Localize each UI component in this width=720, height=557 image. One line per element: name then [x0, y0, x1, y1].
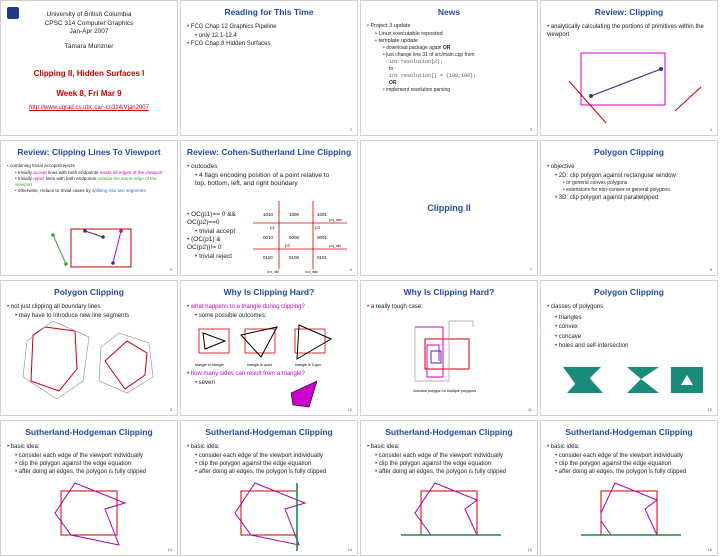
slide-9: [0, 280, 178, 416]
sub-bullet: • after doing all edges, the polygon is fully clipped: [555, 468, 711, 476]
outcode-0100: 0100: [289, 255, 300, 260]
ymin-label: y=y_min: [329, 244, 341, 248]
sub-bullet: • concave: [555, 333, 711, 343]
bullet: • basic idea:: [187, 443, 351, 451]
text: accept: [33, 170, 47, 175]
page-number: 3: [529, 127, 532, 132]
slide-13: [0, 420, 178, 556]
sub-bullet: • after doing all edges, the polygon is fully clipped: [195, 468, 351, 476]
slide-3: [360, 0, 538, 136]
triangle: [241, 327, 277, 357]
endpoint: [659, 67, 663, 71]
viewport-rect: [71, 229, 131, 267]
endpoint: [101, 235, 105, 239]
p2-label: p2: [285, 243, 291, 248]
slide-title: Review: Clipping: [594, 7, 664, 17]
slide-title: Why Is Clipping Hard?: [403, 287, 495, 297]
slide-2: [180, 0, 358, 136]
page-number: 11: [527, 407, 532, 412]
outside-line: [675, 87, 701, 111]
page-number: 10: [347, 407, 352, 412]
viewport-rect: [241, 491, 297, 535]
sub-sub-bullet: [383, 45, 531, 52]
bullet: • Project 3 update: [367, 23, 531, 30]
bullet-bold: OR: [442, 45, 451, 51]
slide-title: Sutherland-Hodgeman Clipping: [385, 427, 513, 437]
outcode-0001: 0001: [317, 235, 328, 240]
outcode-1010: 1010: [263, 212, 274, 217]
page-number: 7: [529, 267, 532, 272]
bullet: • outcodes: [187, 163, 351, 171]
sub-bullet: • only 12.1-12.4: [195, 32, 351, 40]
lines-diagram: [1, 141, 178, 276]
slide-title: Polygon Clipping: [54, 287, 124, 297]
slide-7: [360, 140, 538, 276]
xmin-label: x=x_min: [267, 270, 279, 274]
slide-12: [540, 280, 718, 416]
outcode-0110: 0110: [263, 255, 273, 260]
or-label: OR: [389, 80, 397, 86]
viewport-rect: [581, 53, 665, 105]
page-number: 8: [709, 267, 712, 272]
polygon-clip-diagram: [1, 281, 178, 416]
slide-16: [540, 420, 718, 556]
polygon: [235, 483, 305, 545]
section-title: Clipping II: [427, 203, 471, 213]
clipped-line: [591, 69, 661, 96]
page-number: 4: [709, 127, 712, 132]
text: trivially: [17, 170, 32, 175]
viewport-rect: [601, 491, 657, 535]
clipped-polygon: [31, 327, 77, 391]
line-segment: [85, 231, 103, 237]
sh-diagram: [541, 421, 718, 556]
page-number: 6: [349, 267, 352, 272]
page-number: 5: [169, 267, 172, 272]
slide-6: [180, 140, 358, 276]
slide-title: Sutherland-Hodgeman Clipping: [25, 427, 153, 437]
bullet: • not just clipping all boundary lines: [7, 303, 171, 311]
bullet: • FCG Chap 8 Hidden Surfaces: [187, 40, 351, 48]
line-segment: [113, 231, 121, 263]
slide-title: Reading for This Time: [224, 7, 314, 17]
p1-label: p1: [270, 225, 276, 230]
line-segment: [53, 235, 66, 264]
page-number: 16: [707, 547, 712, 552]
caption: concave polygon to multiple polygons: [413, 389, 477, 393]
bullet: • a really tough case:: [367, 303, 531, 311]
viewport-rect: [61, 491, 117, 535]
sub-bullet: • holes and self-intersection: [555, 342, 711, 352]
bullet: • objective: [547, 163, 711, 171]
bullet: • combining trivial accepts/rejects: [7, 163, 171, 169]
endpoint: [589, 94, 593, 98]
concave-polygon-diagram: [361, 281, 538, 416]
page-number: 13: [167, 547, 172, 552]
lecture-week: Week 8, Fri Mar 9: [56, 89, 122, 98]
bullet: • basic idea:: [367, 443, 531, 451]
sub-bullet: • 4 flags encoding position of a point relative to top, bottom, left, and right boundary: [195, 172, 335, 188]
university-name: University of British Columbia: [46, 11, 132, 18]
endpoint: [111, 261, 115, 265]
lecture-title: Clipping II, Hidden Surfaces I: [33, 69, 145, 78]
sub-bullet: • convex: [555, 323, 711, 333]
page-number: 12: [707, 407, 712, 412]
code-line: int resolution[] = {100,100};: [389, 73, 477, 79]
sub-sub-bullet: • just change line 31 of src/main.cpp from: [383, 52, 531, 59]
sub-bullet: • consider each edge of the viewport individually: [555, 452, 711, 460]
original-polygon: [23, 321, 89, 399]
course-date: Jan-Apr 2007: [69, 28, 109, 35]
sub-bullet: • consider each edge of the viewport individually: [195, 452, 351, 460]
sub-bullet: • template update: [375, 38, 531, 45]
polygon: [55, 483, 125, 545]
triangle: [203, 333, 225, 349]
page-number: 9: [169, 407, 172, 412]
bullet: • analytically calculating the portions of primitives within the viewport: [547, 23, 711, 39]
outcode-1000: 1000: [289, 212, 300, 217]
text: inside all edges of the viewport: [99, 170, 163, 175]
caption-2: triangle to quad: [247, 363, 272, 367]
concave-shape: [627, 367, 659, 393]
bullet: • basic idea:: [7, 443, 171, 451]
slide-8: [540, 140, 718, 276]
slide-10: [180, 280, 358, 416]
sub-bullet: • consider each edge of the viewport individually: [15, 452, 171, 460]
outcode-diagram: [181, 141, 358, 276]
outcode-1001: 1001: [317, 212, 328, 217]
bullet: • classes of polygons: [547, 303, 711, 313]
bullet-text: download package again: [386, 45, 442, 51]
text: trivially: [17, 176, 32, 181]
text: splitting into two segments: [91, 188, 146, 193]
sub-bullet: • 3D: clip polygon against parallelpiped: [555, 194, 711, 202]
sh-diagram: [1, 421, 178, 556]
sub-bullet: • clip the polygon against the edge equation: [195, 460, 351, 468]
sub-sub-bullet: • extensions for non-convex or general polygons: [563, 187, 711, 194]
outcode-0010: 0010: [263, 235, 274, 240]
triangle-outcomes-diagram: [181, 281, 358, 416]
triangle: [297, 325, 331, 359]
concave-polygon-outline: [415, 321, 473, 381]
text: otherwise, reduce to trivial cases by: [17, 188, 91, 193]
slide-4: [540, 0, 718, 136]
slide-title: Review: Cohen-Sutherland Line Clipping: [186, 147, 352, 157]
slide-title: News: [437, 7, 461, 17]
outcode-0000: 0000: [289, 235, 300, 240]
slide-14: [180, 420, 358, 556]
sub-bullet: • consider each edge of the viewport individually: [375, 452, 531, 460]
slide-5: [0, 140, 178, 276]
xmax-label: x=x_max: [305, 270, 318, 274]
bullet: • OC(p1)== 0 && OC(p2)==0: [187, 211, 249, 227]
slide-title: Sutherland-Hodgeman Clipping: [205, 427, 333, 437]
sub-bullet: • clip the polygon against the edge equation: [15, 460, 171, 468]
page-number: 15: [527, 547, 532, 552]
text: lines with both endpoints: [45, 176, 97, 181]
viewport-rect: [425, 339, 469, 369]
sub-sub-bullet: • or general convex polygons: [563, 180, 711, 187]
slide-title: Review: Clipping Lines To Viewport: [17, 147, 161, 157]
sub-bullet: • trivial reject: [195, 253, 249, 261]
outside-line: [569, 81, 606, 123]
course-url-link[interactable]: http://www.ugrad.cs.ubc.ca/~cs314/Vjan2007: [29, 105, 149, 111]
sub-bullet: • trivial accept: [195, 228, 249, 236]
text: outside the same edge of the viewport: [15, 176, 157, 187]
slide-15: [360, 420, 538, 556]
outcode-0101: 0101: [317, 255, 328, 260]
bullet: • what happens to a triangle during clipping?: [187, 303, 351, 311]
sub-bullet: • after doing all edges, the polygon is fully clipped: [15, 468, 171, 476]
endpoint: [119, 229, 123, 233]
page-number: 2: [349, 127, 352, 132]
course-name: CPSC 314 Computer Graphics: [44, 19, 134, 27]
clipped-polygon: [105, 341, 147, 389]
caption-3: triangle to 5-gon: [295, 363, 321, 367]
sub-bullet: • seven: [195, 379, 305, 387]
slide-title: Polygon Clipping: [594, 147, 664, 157]
endpoint: [51, 233, 55, 237]
code-line: int resolution[2];: [389, 59, 444, 65]
bullet: • (OC(p1) & OC(p2))!= 0: [187, 236, 249, 252]
slide-title: Sutherland-Hodgeman Clipping: [565, 427, 693, 437]
endpoint: [83, 229, 87, 233]
caption-1: triangle to triangle: [195, 363, 224, 367]
slide-1: [0, 0, 178, 136]
slide-11: [360, 280, 538, 416]
sub-bullet: • clip the polygon against the edge equation: [555, 460, 711, 468]
author-name: Tamara Munzner: [64, 42, 114, 50]
sub-bullet: • triangles: [555, 314, 711, 324]
code-to: to: [389, 66, 394, 72]
endpoint: [64, 262, 68, 266]
viewport-rect: [421, 491, 477, 535]
viewport-rect: [295, 329, 325, 353]
sub-bullet: • clip the polygon against the edge equation: [375, 460, 531, 468]
bullet: • basic idea:: [547, 443, 711, 451]
text: lines with both endpoints: [48, 170, 99, 175]
bullet: • how many sides can result from a triangle?: [187, 370, 305, 378]
sub-bullet: • Linux executable reposted: [375, 31, 531, 38]
ymax-label: y=y_max: [329, 218, 342, 222]
p3-label: p3: [315, 225, 321, 230]
bullet: • FCG Chap 12 Graphics Pipeline: [187, 23, 351, 31]
sub-bullet: • some possible outcomes:: [195, 312, 351, 320]
slide-title: Why Is Clipping Hard?: [223, 287, 315, 297]
sub-sub-bullet: • implement resolution parsing: [383, 87, 531, 94]
slide-title: Polygon Clipping: [594, 287, 664, 297]
text: reject: [33, 176, 45, 181]
polygon-classes-diagram: [541, 281, 718, 416]
clipping-diagram: [541, 1, 718, 136]
page-number: 14: [347, 547, 352, 552]
sub-bullet: • may have to introduce new line segments: [15, 312, 171, 320]
sh-diagram: [181, 421, 358, 556]
sh-diagram: [361, 421, 538, 556]
sub-bullet: • after doing all edges, the polygon is fully clipped: [375, 468, 531, 476]
sub-bullet: • 2D: clip polygon against rectangular window: [555, 172, 711, 180]
